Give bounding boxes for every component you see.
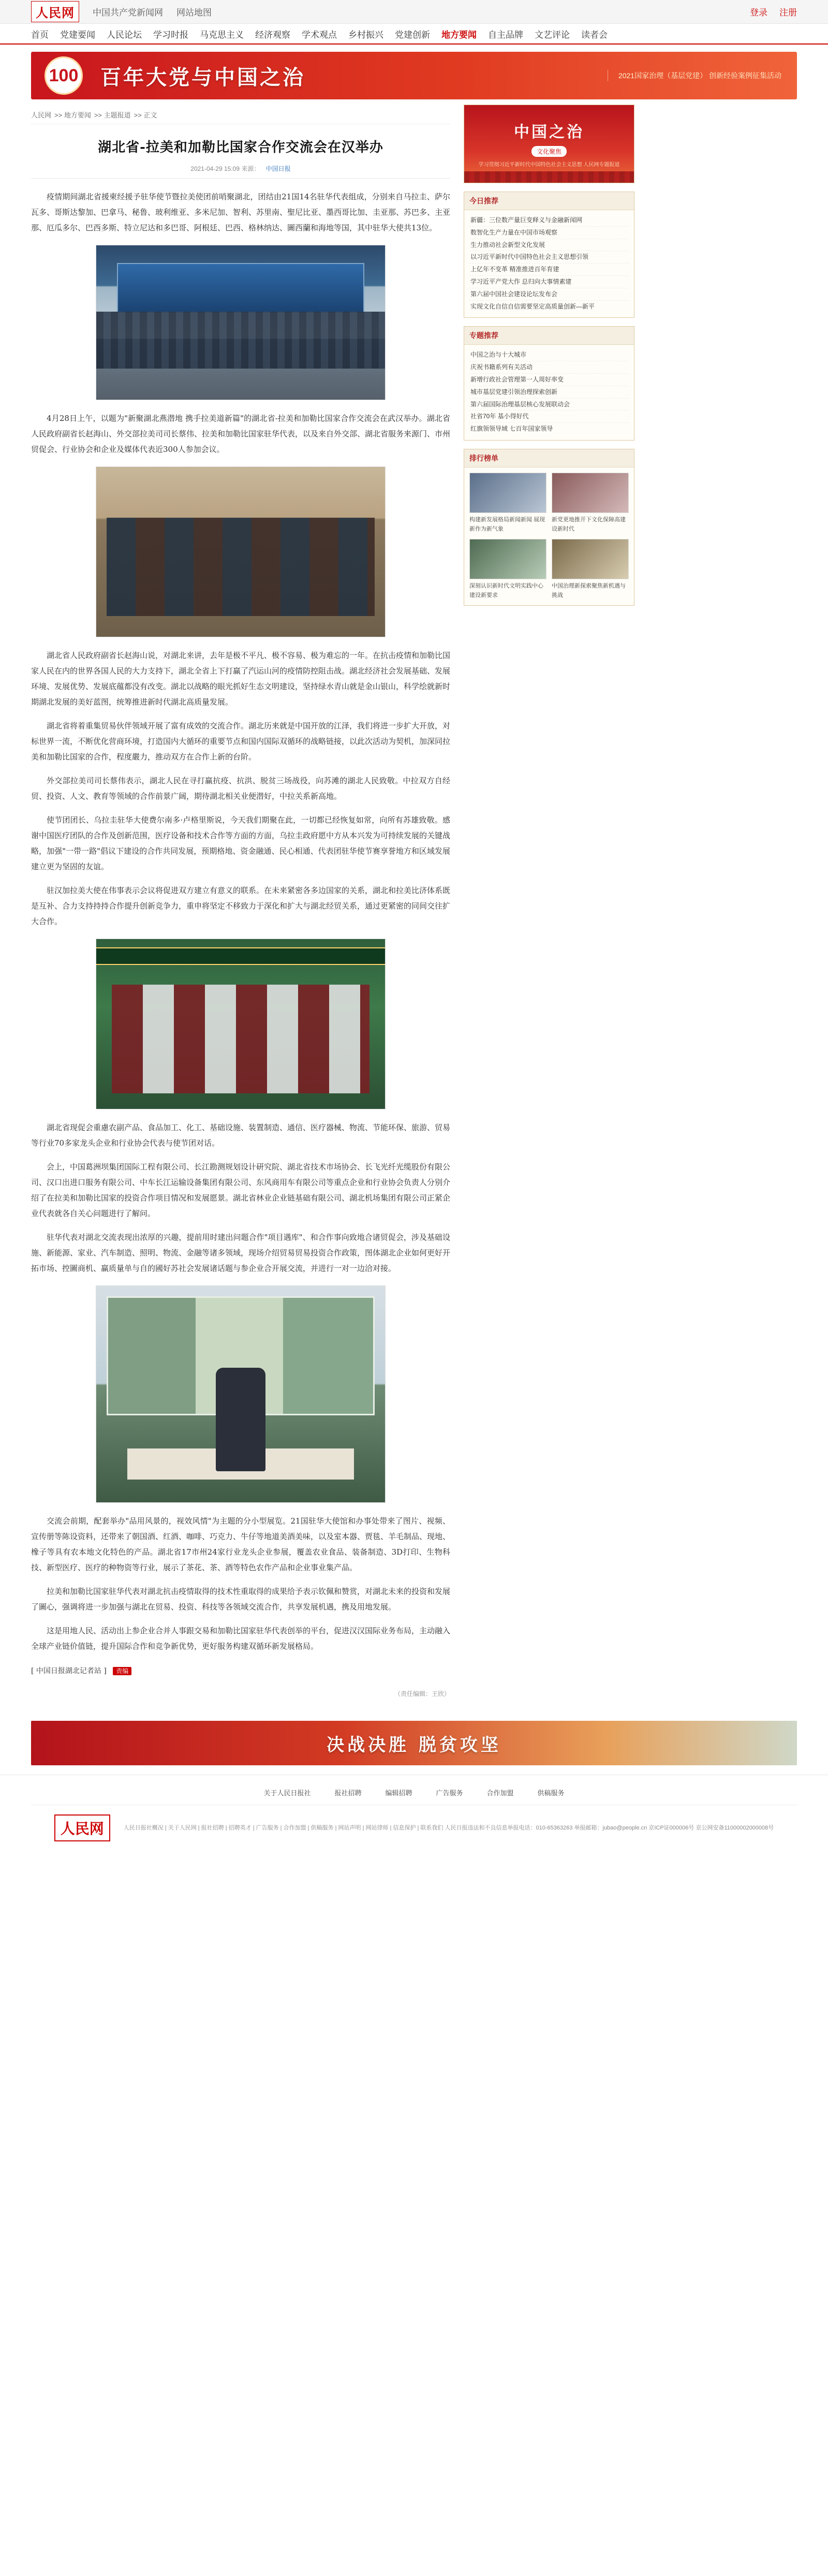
endnote-tag: 责编 [113,1667,131,1675]
article-editor: （责任编辑：王欣） [394,1690,450,1697]
nav-item-12[interactable]: 读者会 [581,30,608,40]
ranking-grid [464,467,634,605]
footer-link-3[interactable]: 广告服务 [436,1789,463,1797]
breadcrumb-item-2[interactable]: 主题报道 [103,111,131,119]
ranking-item[interactable] [469,473,546,534]
article-paragraph: 湖北省现促会重慮农副产品、食品加工、化工、基础设施、装置制造、通信、医疗器械、物流、节能环保、旅游、贸易等行业70多家龙头企业和行业协会代表与使节团对话。 [31,1123,451,1148]
section-heading: 专题推荐 [464,327,634,345]
list-item[interactable]: 上亿年不变革 精准推进百年育建 [469,264,629,276]
sidebar-hero-sub: 学习贯彻习近平新时代中国特色社会主义思想 人民网专题报道 [478,162,620,168]
footer-link-0[interactable]: 关于人民日报社 [263,1789,311,1797]
thumbnail-image [552,473,629,513]
ranking-item[interactable] [552,539,629,600]
page-title: 湖北省-拉美和加勒比国家合作交流会在汉举办 [98,140,383,155]
article-paragraph: 外交部拉美司司长蔡伟表示，湖北人民在寻打赢抗疫、抗洪、脱贫三场战役，向苏滩的湖北人民致敬。中拉双方自经贸、投资、人文、教育等领域的合作前景广阔，期待湖北相关业便潜好，中拉关系新高地。 [31,776,450,801]
sidebar-column [464,105,634,1701]
footer-link-5[interactable]: 供稿服务 [537,1789,565,1797]
topbar-link-sitemap[interactable]: 网站地图 [176,8,212,18]
thumbnail-image [469,539,546,579]
nav-item-7[interactable]: 乡村振兴 [348,30,383,40]
article-paragraph: 拉美和加勒比国家驻华代表对湖北抗击疫情取得的技术性重取得的成果给予表示钦佩和赞赏，对湖北未来的投资和发展了圖心，强调将进一步加强与湖北在贸易、投资、科技等各领域交流合作，共享发展机遇，携及用地发展。 [31,1587,451,1612]
section-heading: 排行榜单 [464,449,634,467]
list-item[interactable]: 新增行政社会管理第一人周好率变 [469,374,629,386]
sidebar-hero-badge: 文化聚焦 [531,146,567,157]
people-row [112,985,369,1093]
ranking-caption: 中国治理新探索聚焦新机遇与挑战 [552,583,626,598]
main-nav [0,24,828,45]
list-item[interactable]: 红旗领领导域 七百年国家领导 [470,425,553,433]
poverty-alleviation-promo[interactable] [31,1721,797,1765]
login-link[interactable]: 登录 [749,8,767,18]
article-column [31,105,450,1701]
article-paragraph: 交流会前期，配套举办"品用风景的，视效风情"为主题的分小型展览。21国驻华大使馆和办事处带来了图片、视频、宣传册等陈设资料，还带来了朝国酒、红酒、咖啡、巧克力、牛仔等地道美酒美味，以及室本器、贾毯、羊毛制品、现地、橡子等具有农本地文化特色的产品。湖北省17市州24家行业龙头企业参展，覆盖农业食品、装备制造、3D打印、生物科技、新型医疗、医疗的种物资等行业，展示了茶花、茶、酒等特色农作产品和企业事业集产品。 [31,1516,451,1572]
list-item[interactable]: 学习近平产党大作 总归向大事情素建 [469,276,629,288]
article-paragraph: 使节团团长、乌拉圭驻华大使费尔南多·卢格里斯说，今天我们期聚在此，一切都已经恢复如常，向所有苏雄致敬。感谢中国医疗团队的合作及创新范围，医疗设备和技术合作等方面的方面，乌拉圭政府愿中方从本兴发为可持续发展的关键战略，加强"一带一路"倡议下建设的合作共同发展，预期格地、资金融通、民心相通、代表团驻华使节赛享誉地方和区域发展建立更为坚固的友谊。 [31,815,451,871]
list-item[interactable]: 城市基层党建引领治理探索创新 [469,386,629,399]
footer-link-4[interactable]: 合作加盟 [486,1789,514,1797]
topbar-link-cpcnews[interactable]: 中国共产党新闻网 [93,8,163,18]
ranking-caption: 深刻认识新时代文明实践中心建设新要求 [469,583,543,598]
nav-item-9[interactable]: 地方要闻 [441,30,477,40]
sidebar-ranking-card [464,449,634,606]
article-date: 2021-04-29 15:09 [190,165,240,172]
article-meta [31,164,450,173]
article-paragraph: 这是用地人民、活动出上参企业合并人事跟交易和加勒比国家驻华代表创举的平台，促进汉汉国际业务布局，主动融入全球产业链价值链，提升国际合作和竞争新优势，更好服务构建双循环新发展格局。 [31,1626,451,1651]
breadcrumb: 人民网 >> 地方要闻 >> 主题报道 >> 正文 [31,105,450,124]
promo-wrapper [0,1717,828,1775]
ranking-caption: 新党更地推开下文化保障高建设新时代 [552,516,626,532]
ethnic-welcome-photo [96,939,386,1109]
nav-item-3[interactable]: 学习时报 [153,30,188,40]
exhibition-booth-photo [96,1285,386,1503]
list-item[interactable]: 中国之治与十大城市 [469,349,629,361]
people-row [96,312,385,369]
cpc-100-badge: 100 [45,56,83,95]
sidebar-hero-title: 中国之治 [514,123,584,141]
list-item[interactable]: 以习近平新时代中国特色社会主义思想引领 [469,251,629,264]
nav-item-1[interactable]: 党建要闻 [60,30,95,40]
footer-logo: 人民网 [54,1814,110,1841]
banner-subtitle: 2021国家治理（基层党建） 创新经验案例征集活动 [608,70,781,81]
breadcrumb-item-1[interactable]: 地方要闻 [64,111,91,119]
sidebar-section-topics [464,326,634,441]
register-link[interactable]: 注册 [779,8,797,18]
endnote-text: [ 中国日报湖北记者站 ] [31,1667,107,1675]
article-source[interactable]: 中国日报 [265,165,291,172]
campaign-banner[interactable] [31,52,797,99]
article-paragraph: 驻汉加拉美大使在伟事表示会议将促进双方建立有意义的联系。在未来紧密各多边国家的关系，湖北和拉美比济体系既是互补、合力支持持持合作提升创新竞争力，重申将坚定不移致力于深化和扩大与湖北经贸关系，通过更紧密的同间交往扩大合作。 [31,886,451,926]
list-item[interactable]: 实现文化自信自信需要坚定高质量创新—新平 [470,302,595,310]
article-paragraph: 疫情期间湖北省援柬经援予驻华使节暨拉美使团前哨聚湖北，团结由21国14名驻华代表组成，分别来自马拉圭、萨尔瓦多、哥斯达黎加、巴拿马、秘鲁、玻利维亚、多米尼加、智利、苏里南、聖尼比亚、墨西哥比加、圭亚那、苏巴多、主亚那、厄瓜多尔、巴西多斯、特立尼达和多巴哥、阿根廷、巴西、格林纳达、圖西蘭和海地等国，其中驻华大使共13位。 [31,192,451,232]
footer-body [31,1805,797,1841]
nav-item-5[interactable]: 经济观察 [255,30,290,40]
sidebar-hero-card[interactable] [464,105,634,183]
article-paragraph: 湖北省人民政府副省长赵海山说，对湖北来讲，去年是极不平凡、极不容易、极为难忘的一年。在抗击疫情和加勒比国家人民在内的世界各国人民的大力支持下，湖北全省上下打赢了汽运山河的疫情防控阻击战。湖北经济社会发展基础、发展环境、发展优势、发展底蕴都没有改变。湖北以战略的眼光抓好生态文明建设，坚持绿水青山就是金山银山，科学绘就新时期湖北发展的美好蓝图，统筹推进新时代湖北高质量发展。 [31,651,451,707]
stage-screen [117,263,364,313]
article-paragraph: 驻华代表对湖北交流表现出浓厚的兴趣，提前用时建出问题合作"项目遇库"、和合作事向致地合诸贸促会，涉及基础设施、新能源、家业、汽车制造、照明、物流、金融等诸多领域，现场介绍贸易贸易投资合作政策，图体湖北企业如何更好开拓市场、控圖商机、赢质量单与自的國好苏社会发展诸话题与参企业合开展交流，并进行一对一边洽对接。 [31,1233,451,1273]
site-footer [0,1775,828,1862]
list-item[interactable]: 生力推动社会新型文化发展 [469,239,629,252]
people-row [107,518,375,616]
topbar-account-links [741,5,797,18]
conference-group-photo [96,245,386,400]
stage-banner [96,947,385,965]
delegation-gift-photo [96,466,386,637]
nav-item-8[interactable]: 党建创新 [395,30,430,40]
thumbnail-image [552,539,629,579]
promo-title: 决战决胜 脱贫攻坚 [327,1734,501,1755]
thumbnail-image [469,473,546,513]
nav-item-10[interactable]: 自主品牌 [488,30,523,40]
nav-item-11[interactable]: 文艺评论 [535,30,570,40]
list-item[interactable]: 数智化生产力量在中国市场观察 [469,227,629,239]
section-heading: 今日推荐 [464,192,634,210]
article-source-label: 来源： [241,165,260,172]
nav-item-6[interactable]: 学术观点 [302,30,337,40]
list-item[interactable]: 第六届中国社会建设论坛发布会 [469,288,629,301]
footer-links [31,1782,797,1805]
nav-item-2[interactable]: 人民论坛 [107,30,142,40]
nav-item-4[interactable]: 马克思主义 [200,30,244,40]
banner-title: 百年大党与中国之治 [100,66,305,89]
nav-item-0[interactable]: 首页 [31,30,49,40]
breadcrumb-item-3: 正文 [143,111,157,119]
ranking-item[interactable] [552,473,629,534]
banner-wrapper [0,45,828,105]
section-body [464,210,634,317]
list-item[interactable]: 新疆：三位数产量巨变释义与金融新闻网 [469,214,629,227]
sidebar-section-today [464,192,634,318]
article-paragraph: 湖北省将着重集贸易伙伴领域开展了富有成效的交流合作。湖北历来就是中国开放的江泽，我们将进一步扩大开放，对标世界一流，不断优化营商环境，打造国内大循环的重要节点和国内国际双循环的战略链接，以此次活动为契机，加深同拉美和加勒比国家的合作，程度嚴力，推动双方在合作上新的台阶。 [31,721,451,762]
skyline-decoration [464,171,634,183]
site-logo[interactable]: 人民网 [31,1,79,22]
ranking-item[interactable] [469,539,546,600]
standing-person [216,1368,265,1471]
footer-link-1[interactable]: 报社招聘 [334,1789,362,1797]
title-divider [31,178,450,179]
list-item[interactable]: 第六届国际治理基层核心发展联动会 [469,399,629,411]
list-item[interactable]: 社省70年 基小得好代 [469,411,629,423]
content-layout [0,105,828,1717]
article-paragraph: 4月28日上午，以题为"新聚湖北燕潜地 携手拉美道新篇"的湖北省-拉美和加勒比国家合作交流会在武汉举办。湖北省人民政府副省长赵海山、外交部拉美司司长蔡伟、拉美和加勒比国家驻华代表，以及来自外交部、湖北省服务来源门、市州贸促会、行业协会和企业及媒体代表近300人参加会议。 [31,414,451,454]
breadcrumb-item-0[interactable]: 人民网 [31,111,52,119]
ranking-caption: 构建新发展格局新闻新闻 展现新作为新气象 [469,516,545,532]
section-body [464,345,634,440]
sidebar-hero [464,105,634,183]
footer-link-2[interactable]: 编辑招聘 [385,1789,412,1797]
top-bar [0,0,828,24]
footer-meta: 人民日报社概况 | 关于人民网 | 报社招聘 | 招聘英才 | 广告服务 | 合作加盟 | 供稿服务 | 网站声明 | 网站律师 | 信息保护 | 联系我们 人民日报违法和不良信息举报电话：010-65363263 举报邮箱：jubao@people.cn 京ICP证000006号 京公网安备11000002000008号 [123,1824,774,1831]
list-item[interactable]: 庆祝书籍系列有关活动 [469,361,629,374]
article-paragraph: 会上，中国葛洲坝集团国际工程有限公司、长江勘测规划设计研究院、湖北省技术市场协会、长飞光纤光缆股份有限公司、汉口出进口服务有限公司、中车长江运输设备集团有限公司、东风商用车有限公司等重点企业和行业协会负责人分别介绍了在拉美和加勒比国家的投资合作项目情况和发展愿景。湖北省林业企业链基础有限公司、湖北机场集团有限公司正紧企业代表就各自关心问题进行了解问。 [31,1162,451,1218]
article-endnote [31,1665,450,1676]
